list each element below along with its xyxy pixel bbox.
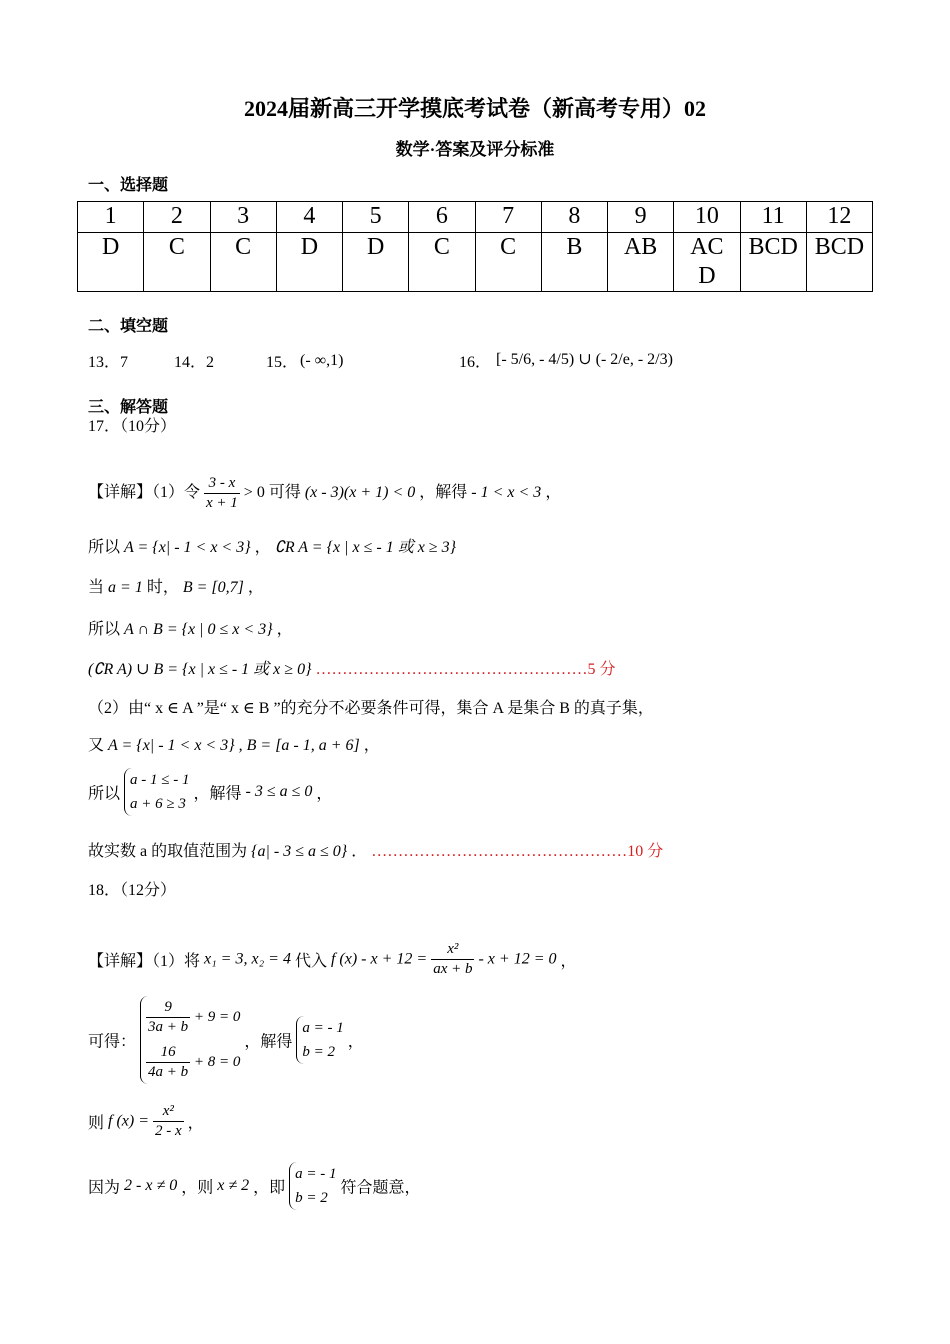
fraction-denominator: 2 - x [155,1123,182,1139]
equation-system [140,996,240,1084]
fill-answer-15: (- ∞,1) [300,352,344,369]
system-row: a = - 1 [295,1166,337,1182]
text-segment: ，解得 [244,1033,293,1051]
math-expression: A = {x| - 1 < x < 3} , B = [a - 1, a + 6] [108,737,360,754]
math-expression: ∁R A = {x | x ≤ - 1 或 x ≥ 3} [274,539,456,556]
page-subtitle: 数学·答案及评分标准 [395,140,555,159]
text-segment: ， [560,953,577,970]
q17-fraction [204,474,240,513]
math-expression: (∁R A) ∪ B = {x | x ≤ - 1 或 x ≥ 0} [88,661,312,678]
text-segment: 因为 [88,1179,121,1197]
system-row: a = - 1 [302,1020,344,1036]
math-expression: 2 - x ≠ 0 [124,1177,178,1194]
question-number: 2 [144,202,210,233]
choice-answer-table [77,201,873,292]
question-number: 3 [210,202,276,233]
table-row [78,233,873,292]
section-choice-heading: 一、选择题 [88,177,169,194]
q18-detail-prefix: 【详解】（1）将 [88,953,201,970]
text-segment: 当 [88,579,105,596]
page-title: 2024届新高三开学摸底考试卷（新高考专用）02 [243,96,706,121]
answer-cell: AC D [674,233,740,292]
math-expression: - x + 12 = 0 [478,950,557,968]
answer-cell: D [276,233,342,292]
fraction-numerator: 3 - x [204,474,240,494]
answer-cell: C [210,233,276,292]
system-rest: + 8 = 0 [193,1053,241,1070]
section-solve-heading: 三、解答题 [88,399,169,416]
answer-cell: BCD [740,233,806,292]
system-row [146,1043,240,1082]
q18-fraction [153,1102,184,1141]
system-rest: + 9 = 0 [193,1008,241,1025]
fill-label-15: 15． [266,354,299,371]
math-expression: A ∩ B = {x | 0 ≤ x < 3} [124,621,273,638]
answer-cell: AB [608,233,674,292]
text-segment: 时， [146,579,179,596]
text-segment: 符合题意， [340,1179,421,1197]
text-segment: ，即 [253,1179,286,1197]
system-fraction [146,1043,190,1082]
question-number: 11 [740,202,806,233]
text-segment: ． [351,843,368,860]
solution-system [296,1016,343,1064]
text-segment: 代入 [294,953,327,970]
text-segment: 则 [88,1115,105,1132]
text-segment: ，则 [181,1179,214,1197]
q18-line-1 [88,940,577,979]
fraction-numerator: 16 [146,1043,190,1063]
answer-cell: C [475,233,541,292]
math-expression: f (x) - x + 12 = [330,950,428,968]
question-number: 7 [475,202,541,233]
q17-header: 17．（10分） [88,418,177,435]
score-marker: ……………………………………………5 分 [315,661,616,678]
q17-line-9 [88,838,663,861]
system-fraction [146,998,190,1037]
question-number: 1 [78,202,144,233]
q18-header: 18．（12分） [88,882,177,899]
fraction-numerator: x² [431,940,474,960]
fill-answer-14: 14．2 [174,354,215,371]
fraction-numerator: x² [153,1102,184,1122]
system-row [146,998,240,1037]
answer-cell: D [343,233,409,292]
text-segment: ， [187,1115,204,1132]
math-expression: - 1 < x < 3 [471,484,542,502]
fill-label-16: 16． [459,354,492,371]
q17-line-4 [88,616,293,639]
score-marker: …………………………………………10 分 [371,843,664,860]
text-segment: 可得： [88,1033,137,1051]
q17-line-2 [88,534,456,557]
fraction-denominator: x + 1 [206,495,238,511]
q18-line-3 [88,1102,204,1141]
text-segment: 所以 [88,621,121,638]
math-expression: - 3 ≤ a ≤ 0 [245,783,313,800]
text-segment: ， [276,621,293,638]
text-segment: ，解得 [419,484,468,502]
equation-system [124,768,189,816]
system-row: a + 6 ≥ 3 [130,796,186,812]
table-row [78,202,873,233]
q17-line-3 [88,574,264,597]
system-row: b = 2 [295,1190,328,1206]
q17-line-6: （2）由“ x ∈ A ”是“ x ∈ B ”的充分不必要条件可得，集合 A 是集合 B 的真子集， [88,700,654,717]
math-expression: a = 1 [108,579,143,596]
math-expression: (x - 3)(x + 1) < 0 [304,484,416,502]
text-segment: 所以 [88,539,121,556]
answer-cell: BCD [806,233,872,292]
question-number: 6 [409,202,475,233]
text-segment: 所以 [88,785,121,803]
answer-cell: D [78,233,144,292]
q18-fraction [431,940,474,979]
fraction-denominator: 4a + b [148,1064,189,1080]
q18-line-4 [88,1162,421,1210]
question-number: 4 [276,202,342,233]
math-expression: x ≠ 2 [217,1177,250,1194]
text-segment: ，解得 [193,785,242,803]
fill-answer-16: [- 5/6, - 4/5) ∪ (- 2/e, - 2/3) [496,351,673,368]
math-expression: x₁ = 3, x₂ = 4 [204,950,291,968]
text-segment: ， [254,539,271,556]
question-number: 8 [541,202,607,233]
fraction-numerator: 9 [146,998,190,1018]
math-expression: f (x) = [108,1112,150,1130]
q17-line-8 [88,768,332,816]
text-segment: ， [363,737,380,754]
text-segment: ， [247,579,264,596]
q17-line-1 [88,474,561,513]
question-number: 5 [343,202,409,233]
text-segment: ， [347,1033,364,1051]
system-row: a - 1 ≤ - 1 [130,772,190,788]
text-segment: 故实数 a 的取值范围为 [88,843,248,860]
q17-line-5 [88,656,615,679]
equation-system [289,1162,336,1210]
system-row: b = 2 [302,1044,336,1060]
q17-detail-prefix: 【详解】（1）令 [88,484,201,502]
text-segment: 又 [88,737,105,754]
q17-line-7 [88,732,380,755]
math-expression: {a| - 3 ≤ a ≤ 0} [251,843,348,860]
fraction-denominator: ax + b [433,961,473,977]
question-number: 12 [806,202,872,233]
text-segment: > 0 可得 [243,484,301,502]
question-number: 10 [674,202,740,233]
math-expression: B = [0,7] [182,579,244,596]
math-expression: A = {x| - 1 < x < 3} [124,539,251,556]
section-fill-heading: 二、填空题 [88,318,169,335]
text-segment: ， [545,484,562,502]
answer-cell: C [144,233,210,292]
fill-answer-13: 13．7 [88,354,129,371]
question-number: 9 [608,202,674,233]
q18-line-2 [88,996,364,1084]
text-segment: ， [316,785,333,803]
fraction-denominator: 3a + b [148,1019,189,1035]
answer-cell: B [541,233,607,292]
answer-cell: C [409,233,475,292]
